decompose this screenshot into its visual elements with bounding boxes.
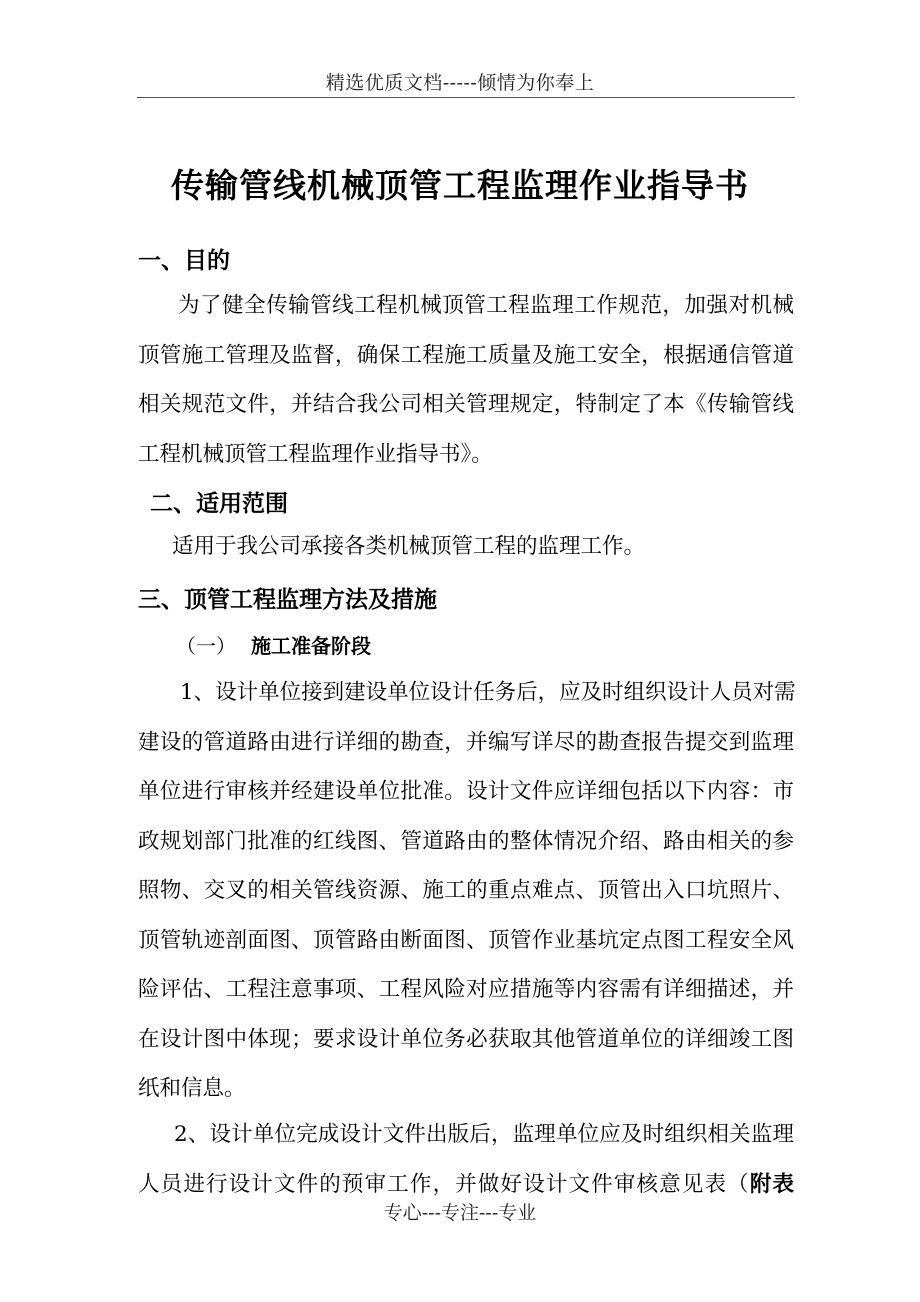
paragraph-line: 在设计图中体现；要求设计单位务必获取其他管道单位的详细竣工图 — [138, 1026, 794, 1052]
paragraph-line: 2、设计单位完成设计文件出版后，监理单位应及时组织相关监理 — [174, 1122, 794, 1147]
paragraph-line: 政规划部门批准的红线图、管道路由的整体情况介绍、路由相关的参 — [138, 828, 794, 854]
paragraph-line: 工程机械顶管工程监理作业指导书》。 — [138, 441, 493, 467]
page-header: 精选优质文档-----倾情为你奉上 — [325, 72, 595, 94]
bold-reference: 附表 — [749, 1171, 794, 1197]
paragraph-line: 建设的管道路由进行详细的勘查，并编写详尽的勘查报告提交到监理 — [138, 729, 794, 755]
paragraph-line: 顶管施工管理及监督，确保工程施工质量及施工安全，根据通信管道 — [138, 342, 794, 368]
subsection-number: （一） — [176, 634, 236, 658]
header-divider — [137, 97, 795, 98]
paragraph-line: 单位进行审核并经建设单位批准。设计文件应详细包括以下内容：市 — [138, 779, 794, 804]
section-2-heading: 二、适用范围 — [150, 491, 288, 517]
paragraph-line: 险评估、工程注意事项、工程风险对应措施等内容需有详细描述，并 — [138, 977, 794, 1002]
section-2-paragraph — [172, 522, 792, 572]
paragraph-line: 纸和信息。 — [138, 1076, 246, 1101]
paragraph-line: 1、设计单位接到建设单位设计任务后，应及时组织设计人员对需 — [180, 680, 796, 705]
paragraph-line: 照物、交叉的相关管线资源、施工的重点难点、顶管出入口坑照片、 — [138, 878, 794, 903]
paragraph-line: 适用于我公司承接各类机械顶管工程的监理工作。 — [172, 534, 646, 559]
document-title: 传输管线机械顶管工程监理作业指导书 — [171, 166, 749, 205]
section-1-paragraph — [138, 281, 794, 479]
page-footer: 专心---专注---专业 — [383, 1202, 537, 1224]
section-3-heading: 三、顶管工程监理方法及措施 — [138, 587, 437, 613]
subsection-title: 施工准备阶段 — [251, 634, 371, 658]
paragraph-line: 顶管轨迹剖面图、顶管路由断面图、顶管作业基坑定点图工程安全风 — [138, 927, 794, 953]
paragraph-line: 相关规范文件，并结合我公司相关管理规定，特制定了本《传输管线 — [138, 392, 794, 417]
item-2-paragraph — [138, 1110, 794, 1209]
section-1-heading: 一、目的 — [138, 248, 230, 274]
item-1-paragraph — [138, 668, 794, 1114]
paragraph-text: 人员进行设计文件的预审工作，并做好设计文件审核意见表（ — [138, 1171, 750, 1197]
paragraph-line: 为了健全传输管线工程机械顶管工程监理工作规范，加强对机械 — [178, 293, 794, 318]
